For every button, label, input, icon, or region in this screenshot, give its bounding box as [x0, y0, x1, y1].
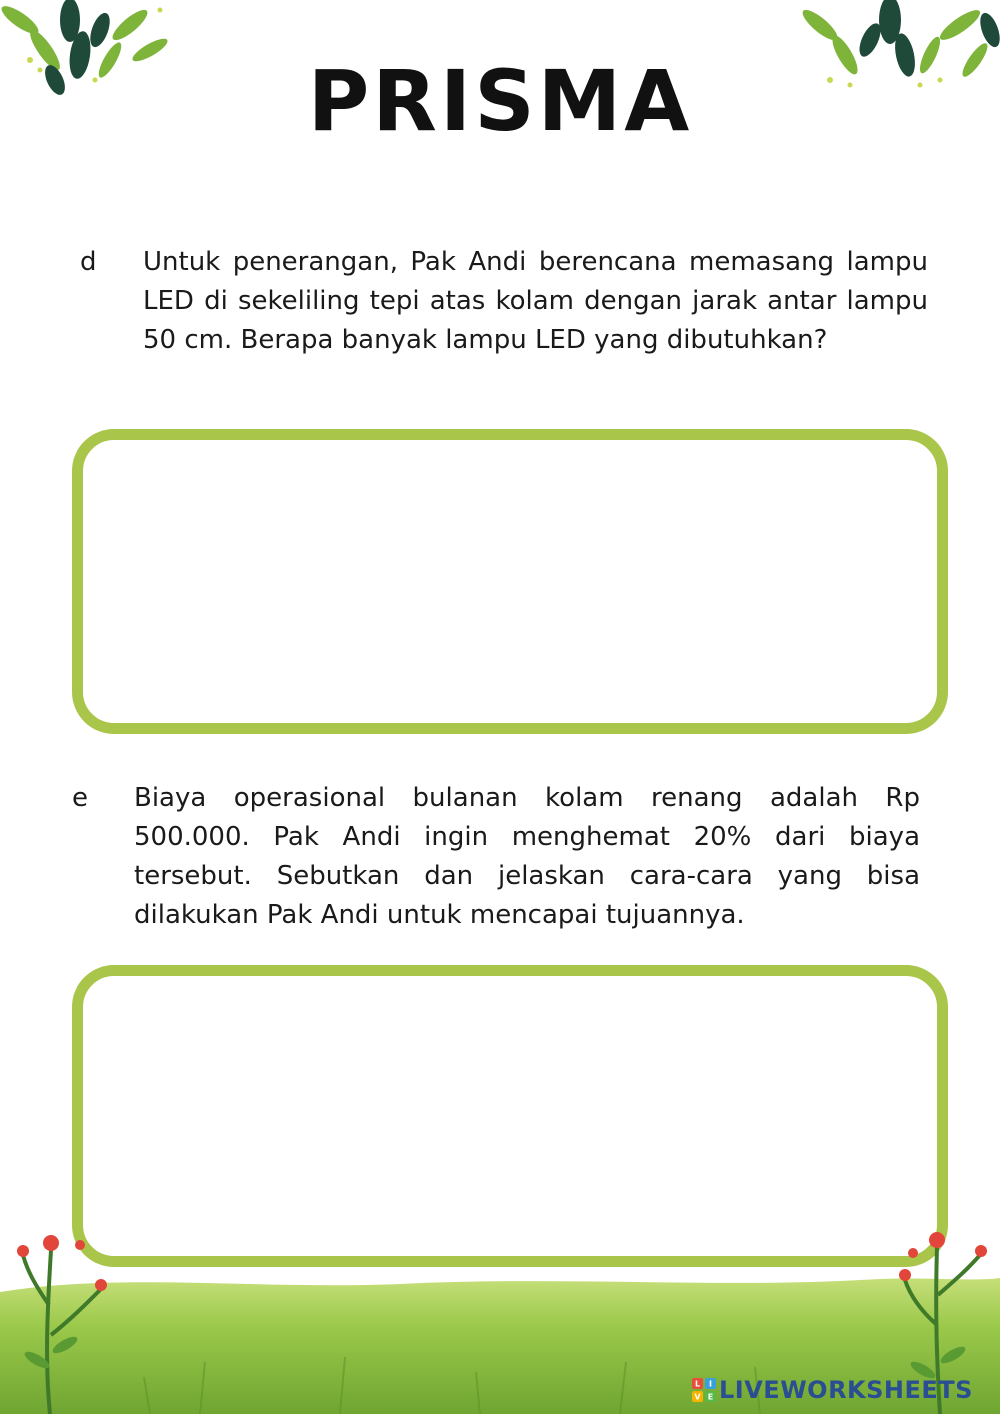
logo-letter: L	[694, 1379, 701, 1389]
liveworksheets-logo-icon	[692, 1378, 716, 1402]
liveworksheets-watermark	[692, 1376, 973, 1404]
page-title: PRISMA	[307, 52, 693, 150]
logo-letter: V	[694, 1392, 701, 1402]
logo-letter: I	[709, 1379, 712, 1389]
question-letter: e	[72, 783, 88, 813]
watermark-text: LIVEWORKSHEETS	[719, 1376, 973, 1404]
logo-letter: E	[707, 1392, 714, 1402]
question-text: Biaya operasional bulanan kolam renang adalah Rp 500.000. Pak Andi ingin menghemat 20% dari biaya tersebut. Sebutkan dan jelaskan cara-cara yang bisa dilakukan Pak Andi untuk mencapai tujuannya.	[134, 783, 920, 930]
question-letter: d	[80, 247, 97, 277]
answer-box-e[interactable]	[72, 965, 948, 1267]
flower-decoration-left	[15, 1225, 115, 1414]
answer-box-d[interactable]	[72, 429, 948, 734]
question-text: Untuk penerangan, Pak Andi berencana memasang lampu LED di sekeliling tepi atas kolam dengan jarak antar lampu 50 cm. Berapa banyak lampu LED yang dibutuhkan?	[143, 247, 928, 355]
